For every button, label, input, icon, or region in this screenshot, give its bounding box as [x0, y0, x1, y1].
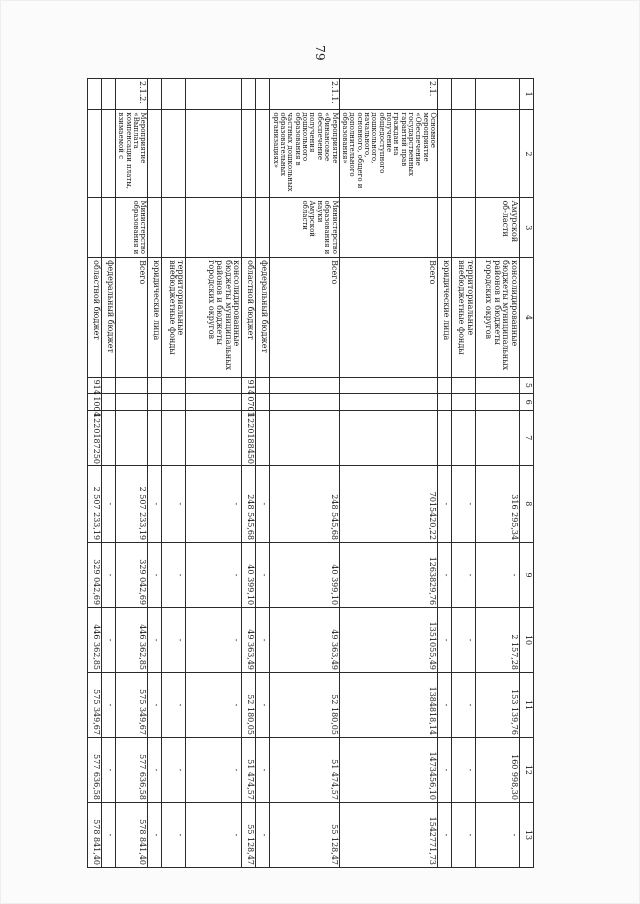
table-row — [148, 79, 162, 868]
table-cell-year-value: 160 998,30 — [476, 737, 520, 802]
table-cell-code-section: 1004 — [88, 394, 102, 411]
column-number-9: 9 — [520, 543, 534, 608]
table-row — [88, 79, 102, 868]
table-cell-code-section — [476, 394, 520, 411]
table-cell-year-value: 446 362,85 — [116, 608, 148, 673]
column-number-2: 2 — [520, 110, 534, 198]
table-cell-responsible: Министерство образования и — [116, 198, 148, 258]
table-cell-funding-source: Всего — [270, 258, 339, 377]
table-cell-year-value: - — [438, 802, 452, 867]
table-cell-year-value: 577 636,58 — [88, 737, 102, 802]
table-cell-year-value: - — [186, 802, 242, 867]
table-cell-total: - — [102, 465, 116, 543]
table-cell-year-value: - — [102, 543, 116, 608]
table-cell-funding-source: Всего — [339, 258, 437, 377]
table-cell-code-target — [438, 411, 452, 465]
column-number-5: 5 — [520, 377, 534, 394]
table-cell-year-value: - — [148, 802, 162, 867]
table-cell-year-value: - — [102, 673, 116, 738]
table-cell-responsible — [102, 198, 116, 258]
table-cell-code-grbs — [162, 377, 186, 394]
rotated-budget-table-area — [92, 78, 534, 868]
table-cell-activity — [452, 110, 476, 198]
table-cell-year-value: 52 180,05 — [270, 673, 339, 738]
table-cell-funding-source: юридические лица — [148, 258, 162, 377]
table-cell-number: 2.1.1. — [270, 79, 339, 110]
table-cell-code-section — [452, 394, 476, 411]
table-cell-year-value: 1351055,49 — [339, 608, 437, 673]
table-row — [116, 79, 148, 868]
table-cell-year-value: 578 841,40 — [116, 802, 148, 867]
table-cell-code-target — [148, 411, 162, 465]
table-row — [476, 79, 520, 868]
table-cell-year-value: - — [452, 673, 476, 738]
table-cell-year-value: 575 349,67 — [88, 673, 102, 738]
table-cell-number — [186, 79, 242, 110]
table-cell-responsible — [148, 198, 162, 258]
table-cell-year-value: 575 349,67 — [116, 673, 148, 738]
table-cell-year-value: 40 399,10 — [242, 543, 256, 608]
table-cell-year-value: 55 128,47 — [270, 802, 339, 867]
table-row — [242, 79, 256, 868]
table-cell-code-grbs — [186, 377, 242, 394]
table-cell-funding-source: консолидированные бюджеты муниципальных районов и бюджеты городских округов — [186, 258, 242, 377]
table-cell-responsible: Министерство образования и науки Амурской области — [270, 198, 339, 258]
table-cell-year-value: 49 363,49 — [242, 608, 256, 673]
table-cell-activity — [256, 110, 270, 198]
column-number-7: 7 — [520, 411, 534, 465]
table-cell-funding-source: территориальные внебюджетные фонды — [162, 258, 186, 377]
table-cell-year-value: - — [186, 737, 242, 802]
table-cell-number — [242, 79, 256, 110]
table-cell-year-value: 1473456,10 — [339, 737, 437, 802]
table-cell-year-value: - — [438, 737, 452, 802]
table-cell-code-section — [339, 394, 437, 411]
table-cell-funding-source: Всего — [116, 258, 148, 377]
table-cell-code-grbs — [438, 377, 452, 394]
table-cell-year-value: 153 139,76 — [476, 673, 520, 738]
table-cell-year-value: 329 042,69 — [116, 543, 148, 608]
table-cell-year-value: 1384818,14 — [339, 673, 437, 738]
table-cell-year-value: 329 042,69 — [88, 543, 102, 608]
table-cell-code-grbs — [476, 377, 520, 394]
table-cell-year-value: - — [256, 543, 270, 608]
table-cell-activity — [476, 110, 520, 198]
table-cell-year-value: - — [452, 802, 476, 867]
table-cell-code-section — [162, 394, 186, 411]
table-cell-activity — [186, 110, 242, 198]
table-cell-code-section — [148, 394, 162, 411]
table-cell-year-value: - — [256, 608, 270, 673]
table-cell-code-target — [270, 411, 339, 465]
table-cell-total: 316 295,34 — [476, 465, 520, 543]
table-cell-code-grbs — [102, 377, 116, 394]
table-cell-funding-source: консолидированные бюджеты муниципальных районов и бюджеты городских округов — [476, 258, 520, 377]
table-cell-activity — [148, 110, 162, 198]
table-row — [339, 79, 437, 868]
table-cell-total: - — [452, 465, 476, 543]
table-cell-year-value: - — [162, 802, 186, 867]
table-cell-code-target — [452, 411, 476, 465]
table-cell-code-grbs: 914 — [242, 377, 256, 394]
table-cell-code-section: 0701 — [242, 394, 256, 411]
table-cell-year-value: - — [148, 673, 162, 738]
table-cell-year-value: - — [256, 802, 270, 867]
table-cell-year-value: 2 157,28 — [476, 608, 520, 673]
table-cell-year-value: 40 399,10 — [270, 543, 339, 608]
table-cell-year-value: - — [452, 543, 476, 608]
table-cell-code-target: 1220187250 — [88, 411, 102, 465]
table-cell-responsible — [88, 198, 102, 258]
table-cell-activity — [88, 110, 102, 198]
column-number-12: 12 — [520, 737, 534, 802]
column-number-11: 11 — [520, 673, 534, 738]
table-cell-code-target — [476, 411, 520, 465]
column-number-13: 13 — [520, 802, 534, 867]
table-cell-responsible: Амурской об-ласти — [476, 198, 520, 258]
table-cell-number — [102, 79, 116, 110]
table-cell-code-grbs — [452, 377, 476, 394]
table-cell-year-value: - — [476, 543, 520, 608]
column-number-6: 6 — [520, 394, 534, 411]
table-cell-year-value: - — [476, 802, 520, 867]
table-cell-total: - — [148, 465, 162, 543]
table-cell-number — [438, 79, 452, 110]
table-row — [186, 79, 242, 868]
table-cell-number: 2.1. — [339, 79, 437, 110]
table-cell-year-value: 1263829,76 — [339, 543, 437, 608]
table-cell-total: - — [256, 465, 270, 543]
table-cell-code-grbs: 914 — [88, 377, 102, 394]
table-cell-code-section — [438, 394, 452, 411]
table-cell-code-grbs — [339, 377, 437, 394]
table-cell-code-section — [270, 394, 339, 411]
table-cell-responsible — [186, 198, 242, 258]
column-number-8: 8 — [520, 465, 534, 543]
budget-table — [87, 78, 534, 868]
table-cell-code-target — [339, 411, 437, 465]
table-cell-year-value: - — [256, 673, 270, 738]
table-cell-year-value: - — [162, 608, 186, 673]
table-cell-year-value: 1542771,73 — [339, 802, 437, 867]
table-cell-activity — [438, 110, 452, 198]
table-cell-year-value: 51 474,57 — [270, 737, 339, 802]
column-number-4: 4 — [520, 258, 534, 377]
table-cell-activity — [242, 110, 256, 198]
table-cell-code-grbs — [256, 377, 270, 394]
table-cell-year-value: - — [186, 543, 242, 608]
table-cell-year-value: 55 128,47 — [242, 802, 256, 867]
table-cell-year-value: - — [162, 673, 186, 738]
table-cell-total: 7015420,22 — [339, 465, 437, 543]
table-cell-number — [148, 79, 162, 110]
table-cell-year-value: - — [186, 673, 242, 738]
table-cell-code-grbs — [270, 377, 339, 394]
table-cell-funding-source: областной бюджет — [88, 258, 102, 377]
table-cell-year-value: - — [162, 737, 186, 802]
column-number-row — [520, 79, 534, 868]
table-cell-code-section — [186, 394, 242, 411]
table-cell-code-section — [102, 394, 116, 411]
table-cell-number — [88, 79, 102, 110]
table-cell-code-target — [162, 411, 186, 465]
table-cell-year-value: - — [452, 608, 476, 673]
table-cell-responsible — [438, 198, 452, 258]
table-cell-funding-source: федеральный бюджет — [102, 258, 116, 377]
column-number-10: 10 — [520, 608, 534, 673]
table-cell-code-target — [102, 411, 116, 465]
table-cell-year-value: 51 474,57 — [242, 737, 256, 802]
table-cell-activity — [102, 110, 116, 198]
table-cell-total: 248 545,68 — [242, 465, 256, 543]
table-cell-year-value: - — [162, 543, 186, 608]
table-row — [102, 79, 116, 868]
table-cell-responsible — [339, 198, 437, 258]
table-cell-number: 2.1.2. — [116, 79, 148, 110]
table-row — [438, 79, 452, 868]
table-cell-number — [452, 79, 476, 110]
table-cell-year-value: - — [256, 737, 270, 802]
table-cell-code-section — [256, 394, 270, 411]
page-number: 79 — [313, 45, 327, 61]
table-cell-number — [476, 79, 520, 110]
table-cell-year-value: - — [102, 737, 116, 802]
table-cell-responsible — [242, 198, 256, 258]
table-cell-total: - — [186, 465, 242, 543]
table-cell-total: 2 507 233,19 — [88, 465, 102, 543]
table-cell-activity: Мероприятие «Финансовое обеспечение получения дошкольного образования в частных дошкольных образовательных организациях» — [270, 110, 339, 198]
table-cell-responsible — [162, 198, 186, 258]
table-cell-year-value: - — [452, 737, 476, 802]
column-number-1: 1 — [520, 79, 534, 110]
table-cell-code-target — [116, 411, 148, 465]
table-cell-responsible — [256, 198, 270, 258]
table-cell-number — [256, 79, 270, 110]
table-cell-total: - — [438, 465, 452, 543]
table-cell-year-value: - — [102, 608, 116, 673]
table-cell-code-grbs — [116, 377, 148, 394]
table-cell-year-value: - — [186, 608, 242, 673]
table-cell-year-value: 577 636,58 — [116, 737, 148, 802]
table-row — [452, 79, 476, 868]
table-cell-year-value: - — [148, 737, 162, 802]
table-cell-year-value: 52 180,05 — [242, 673, 256, 738]
table-cell-year-value: - — [438, 543, 452, 608]
table-cell-total: 248 545,68 — [270, 465, 339, 543]
table-cell-funding-source: территориальные внебюджетные фонды — [452, 258, 476, 377]
table-cell-code-target: 1220188450 — [242, 411, 256, 465]
table-cell-year-value: - — [102, 802, 116, 867]
table-column-numbers — [520, 79, 534, 868]
table-cell-year-value: - — [148, 608, 162, 673]
table-cell-funding-source: федеральный бюджет — [256, 258, 270, 377]
table-cell-number — [162, 79, 186, 110]
table-cell-code-grbs — [148, 377, 162, 394]
table-cell-year-value: 578 841,40 — [88, 802, 102, 867]
table-cell-activity — [162, 110, 186, 198]
column-number-3: 3 — [520, 198, 534, 258]
table-cell-activity: Мероприятие «Выплата компенсации платы, взимаемой с — [116, 110, 148, 198]
table-cell-year-value: 49 363,49 — [270, 608, 339, 673]
table-cell-year-value: 446 362,85 — [88, 608, 102, 673]
table-cell-year-value: - — [148, 543, 162, 608]
table-cell-code-section — [116, 394, 148, 411]
table-cell-total: 2 507 233,19 — [116, 465, 148, 543]
table-cell-funding-source: юридические лица — [438, 258, 452, 377]
table-body — [88, 79, 520, 868]
table-row — [162, 79, 186, 868]
table-cell-code-target — [256, 411, 270, 465]
table-cell-year-value: - — [438, 608, 452, 673]
table-row — [256, 79, 270, 868]
table-cell-funding-source: областной бюджет — [242, 258, 256, 377]
table-row — [270, 79, 339, 868]
table-cell-code-target — [186, 411, 242, 465]
table-cell-activity: Основное мероприятие «Обеспечение государственных гарантий прав граждан на получение общедоступного дошкольного, начального, основного, общего и дополнительного образования» — [339, 110, 437, 198]
table-cell-year-value: - — [438, 673, 452, 738]
table-cell-total: - — [162, 465, 186, 543]
table-cell-responsible — [452, 198, 476, 258]
